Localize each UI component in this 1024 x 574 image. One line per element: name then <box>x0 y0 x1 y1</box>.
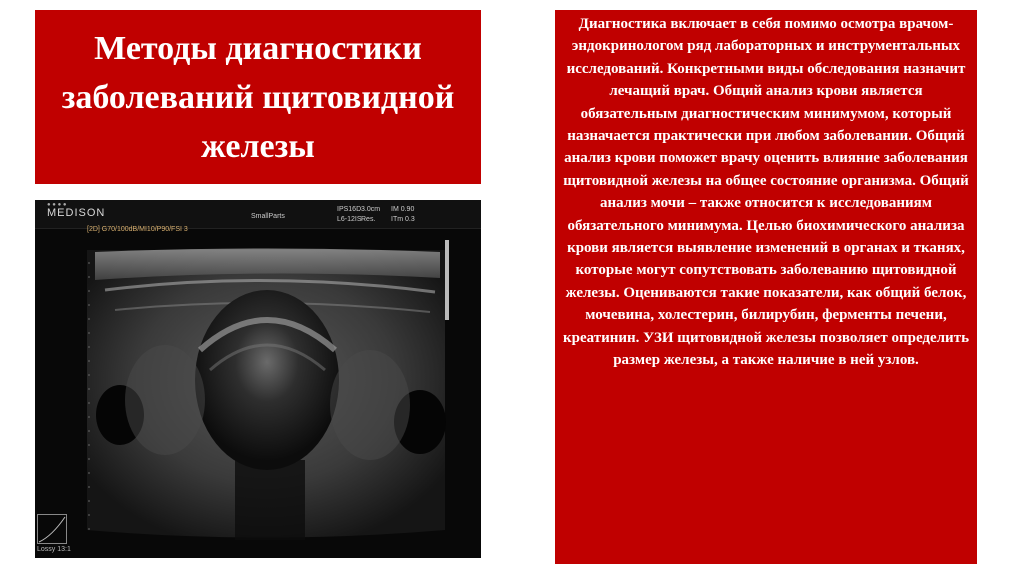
us-probe-model: L6-12IS <box>337 216 362 223</box>
ultrasound-image <box>35 200 481 558</box>
ultrasound-scan <box>35 200 481 558</box>
slide-title: Методы диагностики заболеваний щитовидной железы <box>61 29 455 165</box>
us-itm: ITm 0.3 <box>391 216 415 223</box>
us-probe: IPS16D <box>337 206 362 213</box>
brand-dots: ● ● ● ● <box>47 202 67 208</box>
body-text-box <box>555 10 977 564</box>
body-text: Диагностика включает в себя помимо осмотра врачом-эндокринологом ряд лабораторных и инструментальных исследований. Конкретными виды обследования назначит лечащий врач. Общий анализ крови является обязательным диагностическим минимумом, который назначается практически при любом заболевании. Общий анализ крови поможет врачу оценить влияние заболевания щитовидной железы на общее состояние организма. Общий анализ мочи – также относится к исследованиям обязательного минимума. Целью биохимического анализа крови является выявление изменений в органах и тканях, которые могут сопутствовать заболеванию щитовидной железы. Оцениваются такие показатели, как общий белок, мочевина, холестерин, билирубин, ферменты печени, креатинин. УЗИ щитовидной железы позволяет определить размер железы, а также наличие в ней узлов. <box>562 16 970 369</box>
gain-curve-icon <box>37 514 67 544</box>
us-im: IM 0.90 <box>391 206 415 213</box>
us-preset: SmallParts <box>251 213 285 220</box>
us-params: [2D] G70/100dB/MI10/P90/FSI 3 <box>87 226 188 233</box>
us-res: Res. <box>361 216 376 223</box>
medison-logo: MEDISON <box>47 207 106 219</box>
us-lossy: Lossy 13:1 <box>37 546 71 553</box>
us-depth: 3.0cm <box>361 206 381 213</box>
title-box <box>35 10 481 184</box>
